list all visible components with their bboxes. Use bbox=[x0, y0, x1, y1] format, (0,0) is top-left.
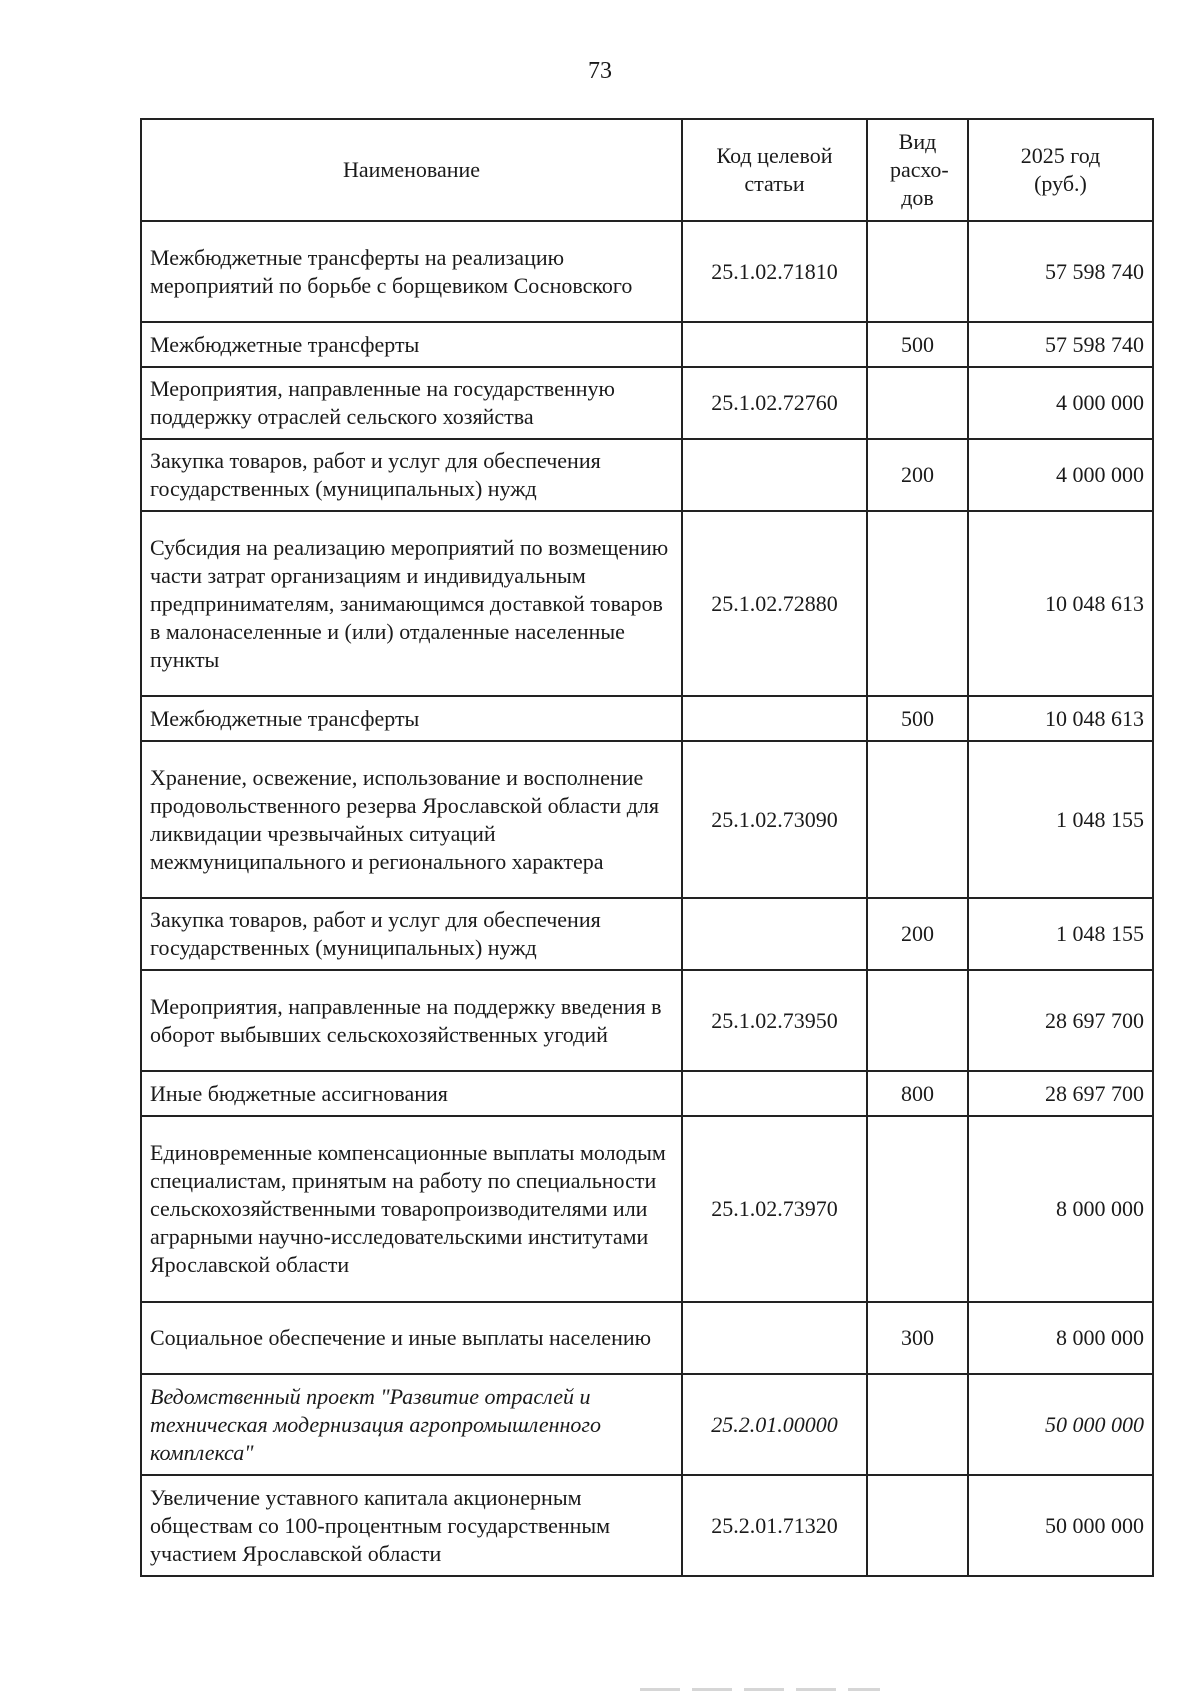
row-name: Социальное обеспечение и иные выплаты населению bbox=[141, 1302, 682, 1374]
row-name: Единовременные компенсационные выплаты молодым специалистам, принятым на работу по специальности сельскохозяйственными товаропроизводителями или аграрными научно-исследовательскими институтами Ярославской области bbox=[141, 1116, 682, 1302]
row-type: 300 bbox=[867, 1302, 968, 1374]
header-code-label: Код целевой статьи bbox=[716, 143, 833, 196]
row-amount: 8 000 000 bbox=[968, 1116, 1153, 1302]
table-header-row bbox=[141, 119, 1153, 221]
header-name: Наименование bbox=[141, 119, 682, 221]
table-row bbox=[141, 367, 1153, 439]
row-amount: 57 598 740 bbox=[968, 322, 1153, 367]
row-type: 500 bbox=[867, 322, 968, 367]
row-amount: 28 697 700 bbox=[968, 970, 1153, 1071]
row-name: Межбюджетные трансферты bbox=[141, 696, 682, 741]
header-code bbox=[682, 119, 867, 221]
row-amount: 10 048 613 bbox=[968, 511, 1153, 696]
row-amount: 4 000 000 bbox=[968, 367, 1153, 439]
row-code bbox=[682, 439, 867, 511]
row-name: Мероприятия, направленные на поддержку введения в оборот выбывших сельскохозяйственных угодий bbox=[141, 970, 682, 1071]
table-row bbox=[141, 1475, 1153, 1576]
header-type-label: Вид расхо-дов bbox=[890, 129, 949, 210]
row-code bbox=[682, 322, 867, 367]
table-row bbox=[141, 1116, 1153, 1302]
row-type bbox=[867, 970, 968, 1071]
row-type bbox=[867, 367, 968, 439]
header-type bbox=[867, 119, 968, 221]
row-code bbox=[682, 1071, 867, 1116]
row-code: 25.1.02.73950 bbox=[682, 970, 867, 1071]
row-code: 25.1.02.73970 bbox=[682, 1116, 867, 1302]
table-row bbox=[141, 970, 1153, 1071]
row-code bbox=[682, 898, 867, 970]
row-name: Увеличение уставного капитала акционерным обществам со 100-процентным государственным участием Ярославской области bbox=[141, 1475, 682, 1576]
row-name: Хранение, освежение, использование и восполнение продовольственного резерва Ярославской области для ликвидации чрезвычайных ситуаций межмуниципального и регионального характера bbox=[141, 741, 682, 898]
budget-table bbox=[140, 118, 1154, 1577]
table-row bbox=[141, 1071, 1153, 1116]
table-row bbox=[141, 741, 1153, 898]
row-code: 25.1.02.72760 bbox=[682, 367, 867, 439]
row-name: Закупка товаров, работ и услуг для обеспечения государственных (муниципальных) нужд bbox=[141, 439, 682, 511]
row-type bbox=[867, 741, 968, 898]
row-name: Мероприятия, направленные на государственную поддержку отраслей сельского хозяйства bbox=[141, 367, 682, 439]
page-number: 73 bbox=[588, 58, 612, 84]
table-row bbox=[141, 898, 1153, 970]
table-row bbox=[141, 1374, 1153, 1475]
row-amount: 57 598 740 bbox=[968, 221, 1153, 322]
row-type bbox=[867, 1475, 968, 1576]
row-name: Межбюджетные трансферты bbox=[141, 322, 682, 367]
row-type bbox=[867, 1116, 968, 1302]
table-row bbox=[141, 439, 1153, 511]
row-code bbox=[682, 696, 867, 741]
row-name: Межбюджетные трансферты на реализацию мероприятий по борьбе с борщевиком Сосновского bbox=[141, 221, 682, 322]
header-amount bbox=[968, 119, 1153, 221]
row-type: 500 bbox=[867, 696, 968, 741]
row-type bbox=[867, 1374, 968, 1475]
row-amount: 8 000 000 bbox=[968, 1302, 1153, 1374]
row-type: 200 bbox=[867, 898, 968, 970]
row-amount: 50 000 000 bbox=[968, 1374, 1153, 1475]
table-row bbox=[141, 696, 1153, 741]
row-code: 25.2.01.71320 bbox=[682, 1475, 867, 1576]
row-amount: 1 048 155 bbox=[968, 898, 1153, 970]
row-code: 25.1.02.73090 bbox=[682, 741, 867, 898]
table-row bbox=[141, 511, 1153, 696]
row-amount: 50 000 000 bbox=[968, 1475, 1153, 1576]
row-name: Ведомственный проект "Развитие отраслей и техническая модернизация агропромышленного комплекса" bbox=[141, 1374, 682, 1475]
row-code: 25.1.02.71810 bbox=[682, 221, 867, 322]
row-type bbox=[867, 221, 968, 322]
row-name: Закупка товаров, работ и услуг для обеспечения государственных (муниципальных) нужд bbox=[141, 898, 682, 970]
row-amount: 28 697 700 bbox=[968, 1071, 1153, 1116]
row-code bbox=[682, 1302, 867, 1374]
row-amount: 1 048 155 bbox=[968, 741, 1153, 898]
scan-artifact bbox=[640, 1688, 880, 1691]
row-type bbox=[867, 511, 968, 696]
table-row bbox=[141, 322, 1153, 367]
header-amount-label: 2025 год (руб.) bbox=[1020, 143, 1101, 196]
row-name: Иные бюджетные ассигнования bbox=[141, 1071, 682, 1116]
table-row bbox=[141, 1302, 1153, 1374]
row-type: 800 bbox=[867, 1071, 968, 1116]
row-code: 25.2.01.00000 bbox=[682, 1374, 867, 1475]
row-amount: 4 000 000 bbox=[968, 439, 1153, 511]
row-amount: 10 048 613 bbox=[968, 696, 1153, 741]
row-code: 25.1.02.72880 bbox=[682, 511, 867, 696]
table-row bbox=[141, 221, 1153, 322]
row-type: 200 bbox=[867, 439, 968, 511]
row-name: Субсидия на реализацию мероприятий по возмещению части затрат организациям и индивидуальным предпринимателям, занимающимся доставкой товаров в малонаселенные и (или) отдаленные населенные пункты bbox=[141, 511, 682, 696]
